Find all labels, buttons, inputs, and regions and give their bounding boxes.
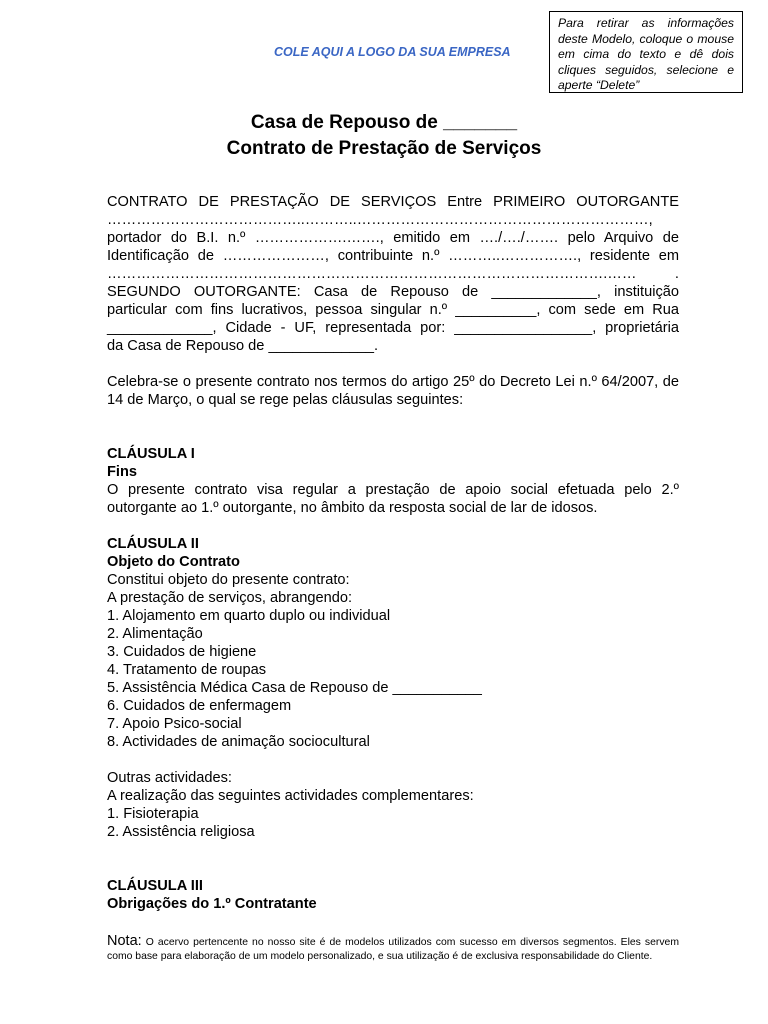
info-box[interactable]: Para retirar as informações deste Modelo, coloque o mouse em cima do texto e dê dois cliques seguidos, selecione e aperte “Delete”	[549, 11, 743, 93]
intro-line: _____________, Cidade - UF, representada por: _________________, proprietária	[107, 320, 679, 336]
contract-body	[107, 193, 679, 913]
intro-line: Identificação de …………………, contribuinte n.º ………..……………., residente em	[107, 248, 679, 264]
list-item: 1. Fisioterapia	[107, 806, 199, 822]
clausula-2-heading: CLÁUSULA II	[107, 536, 199, 552]
clausula-3-heading: CLÁUSULA III	[107, 878, 203, 894]
title-line-1: Casa de Repouso de _______	[250, 112, 518, 133]
list-item: 8. Actividades de animação sociocultural	[107, 734, 370, 750]
clausula-2-line: A prestação de serviços, abrangendo:	[107, 590, 353, 606]
list-item: 2. Alimentação	[107, 626, 203, 642]
clausula-1-text: O presente contrato visa regular a prestação de apoio social efetuada pelo 2.º outorgante ao 1.º outorgante, no âmbito da resposta social de lar de idosos.	[107, 482, 679, 516]
logo-placeholder: COLE AQUI A LOGO DA SUA EMPRESA	[274, 45, 511, 59]
clausula-1-subheading: Fins	[107, 464, 137, 480]
intro-line: particular com fins lucrativos, pessoa singular n.º __________, com sede em Rua	[107, 302, 679, 318]
intro-line: SEGUNDO OUTORGANTE: Casa de Repouso de _____________, instituição	[107, 284, 679, 300]
intro-line: portador do B.I. n.º ……………….……., emitido em …./…./……. pelo Arquivo de	[107, 230, 679, 246]
celebra-paragraph: Celebra-se o presente contrato nos termos do artigo 25º do Decreto Lei n.º 64/2007, de 14 de Março, o qual se rege pelas cláusulas seguintes:	[107, 374, 679, 408]
list-item: 6. Cuidados de enfermagem	[107, 698, 292, 714]
clausula-3-subheading: Obrigações do 1.º Contratante	[107, 896, 317, 912]
clausula-2-line: Constitui objeto do presente contrato:	[107, 572, 350, 588]
intro-line: …………………………………..………..……………………………………………………,	[107, 212, 653, 228]
document-title	[0, 110, 768, 162]
list-item: 7. Apoio Psico-social	[107, 716, 242, 732]
intro-line: da Casa de Repouso de _____________.	[107, 338, 379, 354]
clausula-1-heading: CLÁUSULA I	[107, 446, 195, 462]
intro-line: CONTRATO DE PRESTAÇÃO DE SERVIÇOS Entre PRIMEIRO OUTORGANTE	[107, 194, 679, 210]
list-item: 5. Assistência Médica Casa de Repouso de ___________	[107, 680, 482, 696]
clausula-2-subheading: Objeto do Contrato	[107, 554, 240, 570]
intro-line: ………………………………………………………………………………………….…… .	[107, 266, 679, 282]
list-item: 3. Cuidados de higiene	[107, 644, 257, 660]
note-text: O acervo pertencente no nosso site é de modelos utilizados com sucesso em diversos segmentos. Eles servem como base para elaboração de um modelo personalizado, e sua utilização é de exclusiva responsabilidade do Cliente.	[107, 937, 679, 962]
list-item: 4. Tratamento de roupas	[107, 662, 267, 678]
other-activities-intro: A realização das seguintes actividades complementares:	[107, 788, 474, 804]
other-activities-title: Outras actividades:	[107, 770, 232, 786]
note-label: Nota:	[107, 933, 142, 949]
footer-note	[107, 934, 679, 964]
list-item: 2. Assistência religiosa	[107, 824, 255, 840]
list-item: 1. Alojamento em quarto duplo ou individual	[107, 608, 391, 624]
title-line-2: Contrato de Prestação de Serviços	[226, 138, 542, 159]
